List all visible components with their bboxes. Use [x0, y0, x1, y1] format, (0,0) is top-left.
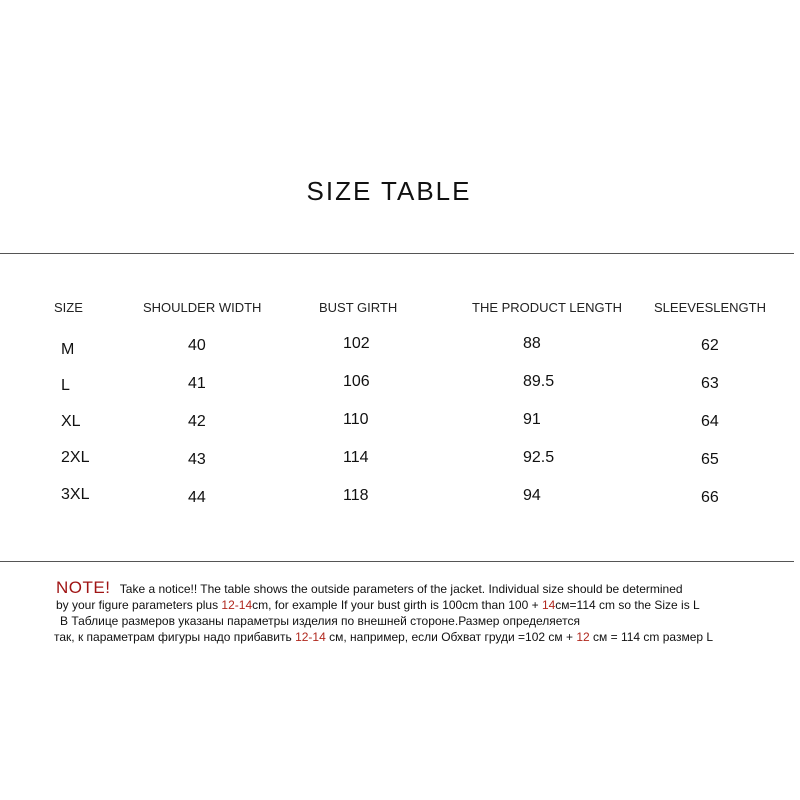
- cell-product-length: 89.5: [523, 373, 555, 390]
- cell-shoulder-width: 42: [188, 413, 206, 430]
- note-text: В Таблице размеров указаны параметры изделия по внешней стороне.Размер определяется: [60, 614, 580, 628]
- header-size: SIZE: [54, 300, 83, 315]
- bottom-divider: [0, 561, 794, 562]
- header-bust-girth: BUST GIRTH: [319, 300, 398, 315]
- page-title: SIZE TABLE: [306, 176, 472, 206]
- note-text: cm, for example If your bust girth is 100cm than 100 +: [252, 598, 542, 612]
- cell-sleeves-length: 62: [701, 337, 719, 354]
- cell-size: XL: [61, 413, 81, 430]
- cell-shoulder-width: 44: [188, 489, 206, 506]
- note-text-1: Take a notice!! The table shows the outside parameters of the jacket. Individual size should be determined: [119, 582, 683, 596]
- note-text: by your figure parameters plus: [56, 598, 222, 612]
- note-text: см = 114 cm размер L: [589, 630, 714, 644]
- note-highlight: 12-14: [295, 630, 326, 644]
- cell-product-length: 88: [523, 335, 541, 352]
- cell-bust-girth: 110: [343, 411, 369, 428]
- cell-bust-girth: 118: [343, 487, 369, 504]
- cell-sleeves-length: 65: [701, 451, 719, 468]
- top-divider: [0, 253, 794, 254]
- note-text: см=114 cm so the Size is L: [555, 598, 700, 612]
- cell-size: 3XL: [61, 486, 90, 503]
- cell-bust-girth: 114: [343, 449, 369, 466]
- header-sleeves-length: SLEEVESLENGTH: [654, 300, 766, 315]
- note-heading: NOTE!: [56, 578, 111, 597]
- note-text: см, например, если Обхват груди =102 см +: [325, 630, 577, 644]
- note-text: так, к параметрам фигуры надо прибавить: [54, 630, 296, 644]
- cell-sleeves-length: 63: [701, 375, 719, 392]
- cell-sleeves-length: 66: [701, 489, 719, 506]
- cell-bust-girth: 102: [343, 335, 370, 352]
- note-highlight: 12: [576, 630, 590, 644]
- cell-shoulder-width: 41: [188, 375, 206, 392]
- cell-product-length: 92.5: [523, 449, 555, 466]
- header-product-length: THE PRODUCT LENGTH: [472, 300, 622, 315]
- note-highlight: 14: [541, 598, 556, 612]
- cell-bust-girth: 106: [343, 373, 370, 390]
- cell-product-length: 94: [523, 487, 541, 504]
- note-highlight: 12-14: [221, 598, 253, 612]
- note-line-3: [60, 613, 756, 629]
- cell-size: L: [61, 377, 70, 394]
- cell-shoulder-width: 43: [188, 451, 206, 468]
- note-line-4: [54, 629, 756, 645]
- size-note: [56, 580, 756, 645]
- cell-product-length: 91: [523, 411, 541, 428]
- cell-size: M: [61, 341, 75, 358]
- header-shoulder-width: SHOULDER WIDTH: [143, 300, 262, 315]
- cell-size: 2XL: [61, 449, 90, 466]
- cell-sleeves-length: 64: [701, 413, 719, 430]
- note-line-2: [56, 597, 756, 613]
- note-line-1: [56, 580, 756, 597]
- cell-shoulder-width: 40: [188, 337, 206, 354]
